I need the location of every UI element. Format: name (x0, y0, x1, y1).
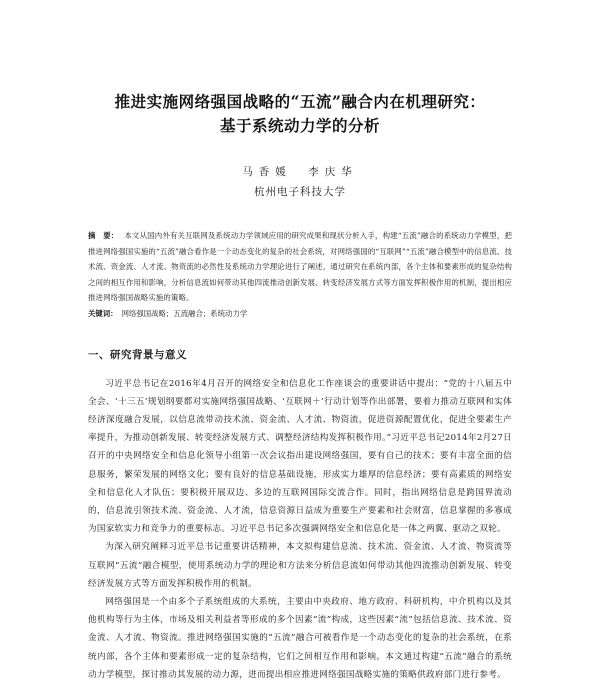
section-body (88, 375, 512, 684)
keywords (88, 306, 512, 321)
title-line-1: 推进实施网络强国战略的“五流”融合内在机理研究： (114, 92, 486, 111)
body-paragraph-2: 为深入研究阐释习近平总书记重要讲话精神，本文拟构建信息流、技术流、资金流、人才流、物资流等互联网“五流”融合模型，使用系统动力学的理论和方法来分析信息流如何带动其他四流推动创新发展、转变经济发展方式等方面发挥积极作用的机制。 (88, 542, 512, 589)
abstract-text: 本文从国内外有关互联网及系统动力学领域应用的研究成果和现状分析入手，构建“五流”融合的系统动力学模型，把推进网络强国实施的“五流”融合看作是一个动态变化的复杂的社会系统，对网络强国的“互联网”“五流”融合模型中的信息流、技术流、资金流、人才流、物资流的必然性及系统动力学理论进行了阐述，通过研究在系统内部，各个主体和要素形成的复杂结构之间的相互作用和影响，分析信息流如何带动其他四流推动创新发展、转变经济发展方式等方面发挥积极作用的机制，提出相应推进网络强国战略实施的策略。 (88, 231, 512, 302)
section-heading: 一、研究背景与意义 (88, 348, 187, 361)
abstract (88, 228, 512, 306)
keywords-text: 网络强国战略；五流融合；系统动力学 (121, 308, 248, 318)
abstract-label: 摘 要： (88, 231, 119, 240)
keywords-label: 关键词： (88, 308, 118, 318)
affiliation: 杭州电子科技大学 (254, 186, 346, 198)
title-line-2: 基于系统动力学的分析 (219, 116, 380, 135)
authors: 马香媛 李庆华 (242, 166, 358, 178)
body-paragraph-1: 习近平总书记在2016年4月召开的网络安全和信息化工作座谈会的重要讲话中提出：“党的十八届五中全会、‘十三五’规划纲要都对实施网络强国战略、‘互联网＋’行动计划等作出部署，要着力推动互联网和实体经济深度融合发展，以信息流带动技术流、资金流、人才流、物资流，促进资源配置优化，促进全要素生产率提升，为推动创新发展、转变经济发展方式、调整经济结构发挥积极作用。”习近平总书记2014年2月27日召开的中央网络安全和信息化领导小组第一次会议指出建设网络强国，要有自己的技术；要有丰富全面的信息服务，繁荣发展的网络文化；要有良好的信息基础设施，形成实力雄厚的信息经济；要有高素质的网络安全和信息化人才队伍；要积极开展双边、多边的互联网国际交流合作。同时，指出网络信息是跨国界流动的，信息流引领技术流、资金流、人才流，信息资源日益成为重要生产要素和社会财富，信息掌握的多寡成为国家软实力和竞争力的重要标志。习近平总书记多次强调网络安全和信息化是一体之两翼、驱动之双轮。 (88, 378, 512, 535)
body-paragraph-3: 网络强国是一个由多个子系统组成的大系统，主要由中央政府、地方政府、科研机构，中介机构以及其他机构等行为主体，市场及相关利益者等形成的多个因素“流”构成，这些因素“流”包括信息流、技术流、资金流、人才流、物资流。推进网络强国实施的“五流”融合可被看作是一个动态变化的复杂的社会系统，在系统内部，各个主体和要素形成一定的复杂结构，它们之间相互作用和影响。本文通过构建“五流”融合的系统动力学模型，探讨推动其发展的动力源，进而提出相应推进网络强国战略实施的策略供政府部门进行参考。 (88, 596, 512, 680)
paper-title (88, 0, 512, 138)
